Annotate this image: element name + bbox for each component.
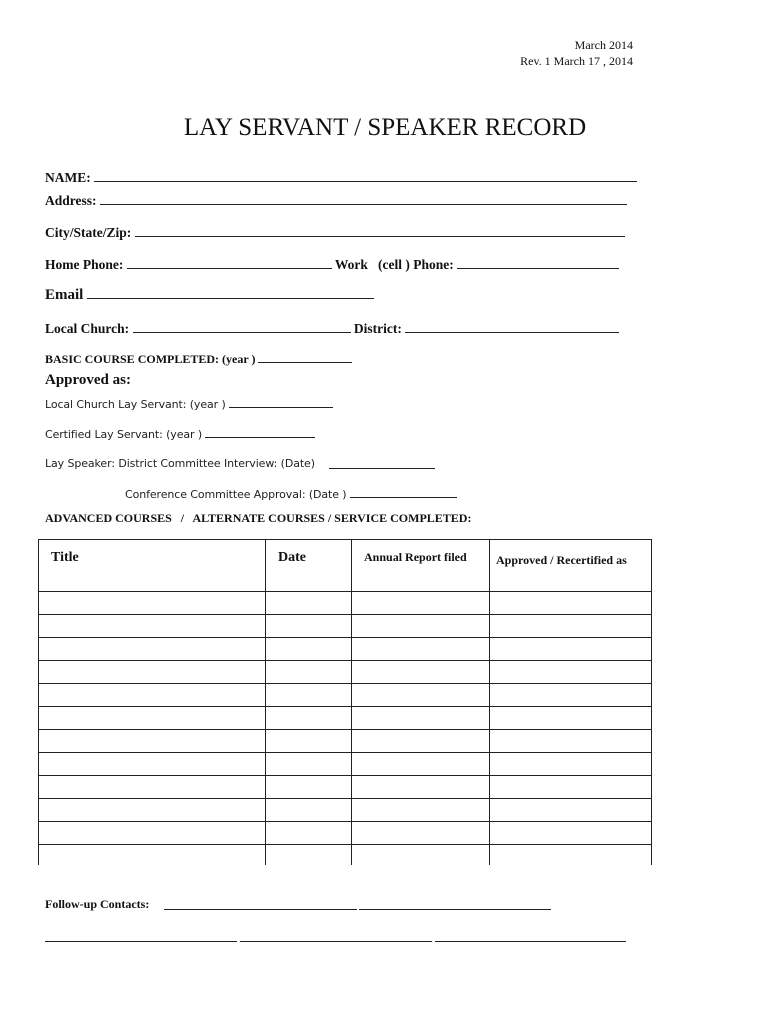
name-row (45, 169, 637, 186)
col-annual-report-label: Annual Report filed (364, 550, 467, 564)
certified-lay-servant-year-field[interactable] (205, 427, 315, 438)
date-cell[interactable] (266, 730, 352, 753)
conference-approval-date-field[interactable] (350, 487, 457, 498)
table-row (39, 822, 652, 845)
annual-report-cell[interactable] (352, 799, 490, 822)
date-cell[interactable] (266, 799, 352, 822)
local-church-lay-servant-year-field[interactable] (229, 397, 333, 408)
annual-report-cell[interactable] (352, 730, 490, 753)
district-field[interactable] (405, 320, 619, 333)
title-cell[interactable] (39, 638, 266, 661)
address-row (45, 192, 627, 209)
annual-report-cell[interactable] (352, 684, 490, 707)
page-title: LAY SERVANT / SPEAKER RECORD (183, 114, 587, 141)
lay-speaker-district-date-field[interactable] (329, 458, 435, 469)
annual-report-cell[interactable] (352, 638, 490, 661)
work-phone-label: Work (cell ) Phone: (334, 257, 454, 272)
title-cell[interactable] (39, 822, 266, 845)
approved-cell[interactable] (490, 707, 652, 730)
title-cell[interactable] (39, 615, 266, 638)
church-row (45, 320, 619, 337)
title-cell[interactable] (39, 684, 266, 707)
table-row (39, 661, 652, 684)
approved-cell[interactable] (490, 730, 652, 753)
annual-report-cell[interactable] (352, 661, 490, 684)
title-cell[interactable] (39, 799, 266, 822)
annual-report-cell[interactable] (352, 822, 490, 845)
table-row (39, 707, 652, 730)
table-header-row (39, 540, 652, 592)
followup-field-2[interactable] (359, 897, 551, 910)
basic-course-year-field[interactable] (258, 352, 352, 363)
conference-approval-row (125, 487, 457, 501)
annual-report-cell[interactable] (352, 707, 490, 730)
district-label: District: (353, 321, 402, 336)
certified-lay-servant-row (45, 427, 315, 441)
approved-cell[interactable] (490, 822, 652, 845)
annual-report-cell[interactable] (352, 753, 490, 776)
approved-cell[interactable] (490, 661, 652, 684)
approved-cell[interactable] (490, 776, 652, 799)
email-row (45, 286, 374, 304)
revision-line: Rev. 1 March 17 , 2014 (520, 54, 633, 68)
table-row (39, 845, 652, 866)
table-row (39, 592, 652, 615)
email-label: Email (45, 287, 84, 303)
date-cell[interactable] (266, 615, 352, 638)
title-cell[interactable] (39, 753, 266, 776)
col-annual-report-header (352, 540, 490, 592)
title-cell[interactable] (39, 845, 266, 866)
title-cell[interactable] (39, 730, 266, 753)
basic-course-label: BASIC COURSE COMPLETED: (year ) (45, 352, 256, 366)
date-cell[interactable] (266, 707, 352, 730)
lay-speaker-district-row (45, 457, 315, 470)
title-cell[interactable] (39, 776, 266, 799)
lay-speaker-district-label: Lay Speaker: District Committee Interview: (Date) (45, 457, 315, 470)
basic-course-row (45, 352, 352, 367)
date-cell[interactable] (266, 661, 352, 684)
col-title-header (39, 540, 266, 592)
annual-report-cell[interactable] (352, 776, 490, 799)
col-title-label: Title (51, 550, 79, 565)
courses-heading: ADVANCED COURSES / ALTERNATE COURSES / SERVICE COMPLETED: (45, 511, 472, 525)
home-phone-field[interactable] (127, 256, 332, 269)
title-cell[interactable] (39, 661, 266, 684)
name-field[interactable] (94, 169, 637, 182)
certified-lay-servant-label: Certified Lay Servant: (year ) (45, 428, 203, 441)
approved-cell[interactable] (490, 638, 652, 661)
address-label: Address: (45, 193, 97, 208)
name-label: NAME: (45, 170, 91, 185)
date-cell[interactable] (266, 845, 352, 866)
table-row (39, 615, 652, 638)
local-church-field[interactable] (133, 320, 351, 333)
followup-field-5[interactable] (435, 929, 626, 942)
followup-row (45, 897, 149, 912)
table-row (39, 684, 652, 707)
conference-approval-label: Conference Committee Approval: (Date ) (125, 488, 347, 501)
approved-cell[interactable] (490, 592, 652, 615)
local-church-lay-servant-label: Local Church Lay Servant: (year ) (45, 398, 226, 411)
date-cell[interactable] (266, 753, 352, 776)
annual-report-cell[interactable] (352, 592, 490, 615)
table-row (39, 638, 652, 661)
approved-cell[interactable] (490, 684, 652, 707)
email-field[interactable] (87, 286, 374, 299)
followup-field-4[interactable] (240, 929, 432, 942)
followup-field-1[interactable] (164, 897, 357, 910)
date-cell[interactable] (266, 822, 352, 845)
date-cell[interactable] (266, 592, 352, 615)
approved-cell[interactable] (490, 799, 652, 822)
local-church-lay-servant-row (45, 397, 333, 411)
date-cell[interactable] (266, 776, 352, 799)
table-row (39, 730, 652, 753)
date-cell[interactable] (266, 638, 352, 661)
col-date-header (266, 540, 352, 592)
col-approved-label: Approved / Recertified as (496, 553, 627, 567)
approved-cell[interactable] (490, 753, 652, 776)
followup-field-3[interactable] (45, 929, 237, 942)
col-date-label: Date (278, 550, 306, 565)
annual-report-cell[interactable] (352, 845, 490, 866)
table-row (39, 753, 652, 776)
table-row (39, 799, 652, 822)
date-line: March 2014 (574, 38, 633, 52)
approved-cell[interactable] (490, 845, 652, 866)
home-phone-label: Home Phone: (45, 257, 124, 272)
phone-row (45, 256, 619, 273)
date-cell[interactable] (266, 684, 352, 707)
city-state-zip-field[interactable] (135, 224, 625, 237)
local-church-label: Local Church: (45, 321, 130, 336)
title-cell[interactable] (39, 592, 266, 615)
approved-cell[interactable] (490, 615, 652, 638)
city-state-zip-label: City/State/Zip: (45, 225, 132, 240)
col-approved-header (490, 540, 652, 592)
work-phone-field[interactable] (457, 256, 619, 269)
table-row (39, 776, 652, 799)
title-cell[interactable] (39, 707, 266, 730)
followup-label: Follow-up Contacts: (45, 897, 150, 911)
annual-report-cell[interactable] (352, 615, 490, 638)
city-row (45, 224, 625, 241)
courses-table (38, 539, 652, 865)
address-field[interactable] (100, 192, 627, 205)
approved-heading: Approved as: (45, 372, 131, 388)
